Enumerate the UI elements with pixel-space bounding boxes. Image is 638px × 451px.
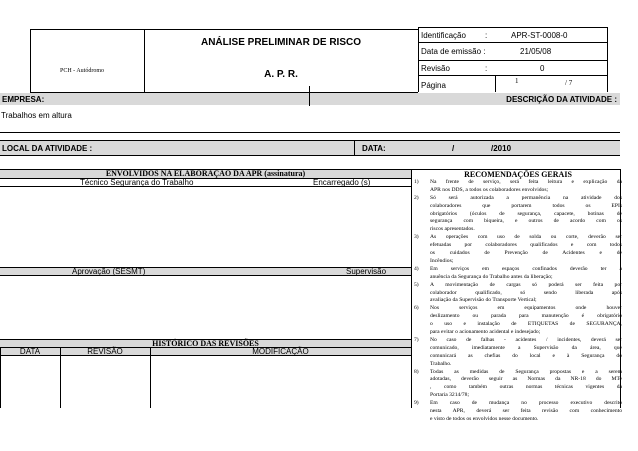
recommendation-text: Na frente de serviço, será feita leitura e explicação da <box>430 179 622 185</box>
history-modification-column: MODIFICAÇÃO <box>252 347 309 356</box>
recommendation-text: nesta APR, deverá ser feita revisão com conhecimento <box>430 408 622 415</box>
id-separator: : <box>485 31 488 40</box>
company-label: EMPRESA: <box>2 95 45 104</box>
company-value: Trabalhos em altura <box>1 111 72 120</box>
date-field-slash: / <box>452 144 455 153</box>
recommendation-text: Portaria 3214/78; <box>430 392 469 399</box>
supervision-column: Supervisão <box>346 267 387 276</box>
recommendation-text: Nos serviços em equipamentos onde houver <box>430 305 622 312</box>
recommendation-number: 2) <box>414 194 419 201</box>
recommendation-text: Trabalho. <box>430 360 452 367</box>
page-number: 1 <box>515 77 519 85</box>
recommendation-text: anuência da Segurança do Trabalho antes da liberação; <box>430 273 553 280</box>
recommendation-text: o uso e instalação de ETIQUETAS de SEGURANÇA, <box>430 321 622 328</box>
recommendation-number: 7) <box>414 337 419 343</box>
recommendation-text: , como também outras normas técnicas vigentes da <box>430 384 622 391</box>
recommendation-text: obrigatórios (óculos de segurança, capacete, botinas de <box>430 210 622 217</box>
revision-value: 0 <box>540 64 545 73</box>
recommendation-text: e visto de todos os envolvidos nesse documento. <box>430 415 539 422</box>
recommendation-text: para evitar o acionamento acidental e indesejado; <box>430 329 541 336</box>
document-subtitle: A. P. R. <box>264 69 298 80</box>
recommendation-text: adotadas, deverão seguir as Normas da NR-18 do MTe <box>430 376 622 383</box>
revision-label: Revisão <box>421 64 450 73</box>
recommendation-text: comunicado, imediatamente a Supervisão da área, que <box>430 344 622 351</box>
recommendation-text: Só será autorizada a permanência na atividade dos <box>430 194 622 201</box>
date-value: 21/05/08 <box>520 47 552 56</box>
recommendation-text: riscos apresentados. <box>430 226 475 233</box>
recommendation-number: 5) <box>414 281 419 288</box>
page-label: Página <box>421 81 446 90</box>
id-value: APR-ST-0008-0 <box>511 31 568 40</box>
location-header-bar <box>0 140 620 155</box>
date-label: Data de emissão : <box>421 47 486 56</box>
recommendation-text: os cuidados de Prevenção de Acidentes e de <box>430 250 622 257</box>
document-title: ANÁLISE PRELIMINAR DE RISCO <box>200 37 361 48</box>
safety-tech-column: Técnico Segurança do Trabalho <box>80 178 194 187</box>
location-label: LOCAL DA ATIVIDADE : <box>2 144 93 153</box>
recommendation-text: avaliação da Supervisão do Transporte Vertical; <box>430 297 537 304</box>
history-revision-column: REVISÃO <box>87 347 123 356</box>
recommendation-text: comunicará as chefias do local e à Segurança do <box>430 352 622 359</box>
revision-history-title: HISTÓRICO DAS REVISÕES <box>152 339 259 348</box>
recommendation-text: colaboradores que portarem todos os EPIs <box>430 202 622 209</box>
page-total: / 7 <box>565 79 573 87</box>
approval-column: Aprovação (SESMT) <box>72 267 146 276</box>
company-name: PCH - Autódromo <box>60 68 105 74</box>
recommendations-title: RECOMENDAÇÕES GERAIS <box>464 170 572 179</box>
recommendation-text: As operações com uso de solda ou corte, deverão ser <box>430 234 622 241</box>
recommendation-number: 1) <box>414 179 419 185</box>
signatures-title: ENVOLVIDOS NA ELABORAÇÃO DA APR (assinatura) <box>105 169 306 178</box>
recommendation-number: 3) <box>414 234 419 241</box>
recommendations-list <box>414 179 622 422</box>
recommendation-text: colaborador qualificado, só sendo liberada após <box>430 289 622 296</box>
recommendation-text: Em serviços em espaços confinados deverão ter a <box>430 265 622 272</box>
activity-description-label: DESCRIÇÃO DA ATIVIDADE : <box>506 95 617 104</box>
recommendation-text: APR nos DDS, a todos os colaboradores envolvidos; <box>430 186 549 193</box>
recommendation-text: Todas as medidas de Segurança propostas e a serem <box>430 368 622 375</box>
date-field-year: /2010 <box>491 144 512 153</box>
recommendation-text: A movimentação de cargas só poderá ser feita por <box>430 281 622 288</box>
recommendation-text: Incêndios; <box>430 257 454 264</box>
recommendation-text: deslizamento ou parada para manutenção é obrigatório <box>430 313 622 320</box>
recommendation-number: 4) <box>414 265 419 272</box>
recommendation-number: 9) <box>414 400 419 407</box>
recommendation-text: efetuadas por colaboradores qualificados e com todos <box>430 242 622 249</box>
recommendation-number: 8) <box>414 368 419 375</box>
foreman-column: Encarregado (s) <box>313 178 371 187</box>
history-date-column: DATA <box>19 347 41 356</box>
date-field-label: DATA: <box>362 144 386 153</box>
revision-separator: : <box>485 64 488 73</box>
recommendation-number: 6) <box>414 305 419 312</box>
id-label: Identificação <box>421 31 466 40</box>
recommendation-text: No caso de falhas - acidentes / incidentes, deverá ser <box>430 337 622 343</box>
recommendation-text: Em caso de mudança no processo executivo descrito <box>430 400 622 407</box>
recommendation-text: segurança com biqueira, e outros de acordo com os <box>430 218 622 225</box>
